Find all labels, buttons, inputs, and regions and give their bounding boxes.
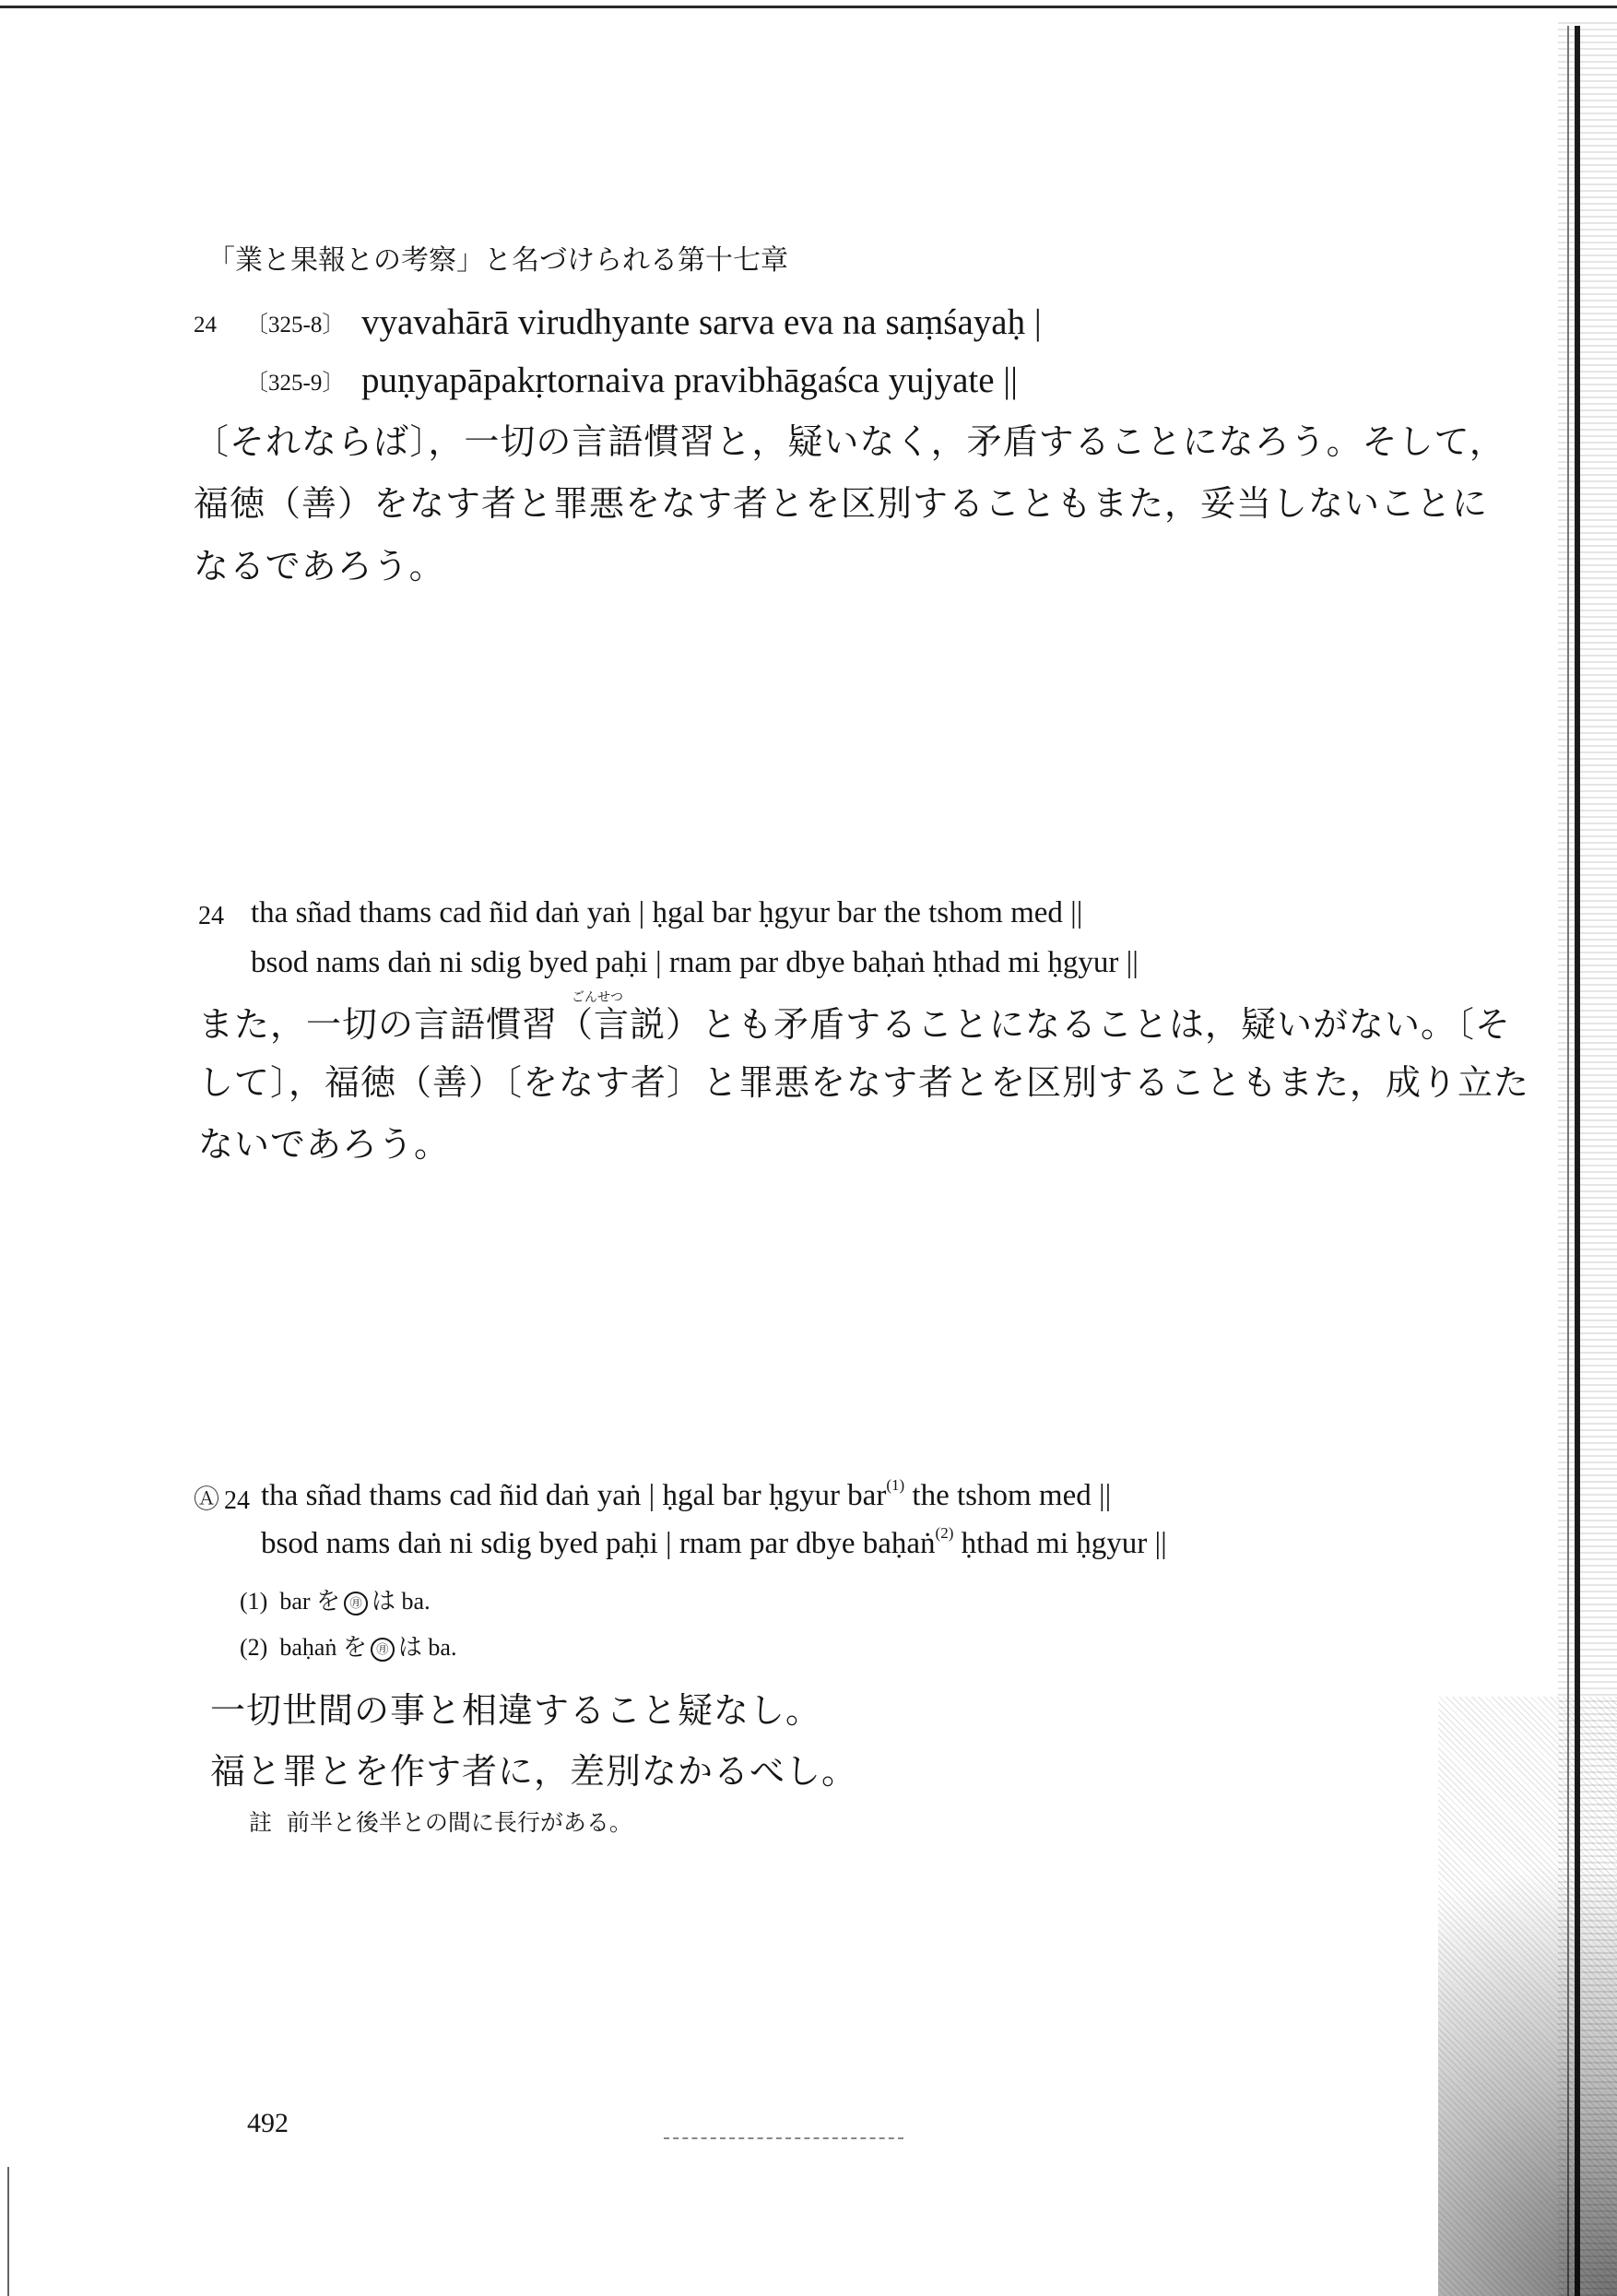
note-ref: (1) [886, 1476, 905, 1494]
ruby-gloss: ごんせつ [572, 990, 623, 1005]
tibetan-line: tha sñad thams cad ñid daṅ yaṅ | ḥgal bar ḥgyur bar$^{(1)}$ the tshom med || [261, 1476, 1112, 1512]
translation-line: また，一切の言語慣習（言説）とも矛盾することになることは，疑いがない。〔そ [198, 1004, 1512, 1045]
scan-edge-top [0, 6, 1617, 8]
verse-reference: 〔325-8〕 [245, 313, 346, 337]
classical-translation-line: 福と罪とを作す者に，差別なかるべし。 [210, 1751, 858, 1792]
tibetan-line: bsod nams daṅ ni sdig byed paḥi | rnam par dbye baḥaṅ ḥthad mi ḥgyur || [251, 946, 1139, 979]
scan-edge-left [7, 2167, 9, 2296]
verse-number: 24 [194, 313, 217, 337]
footnote-label: 註 [249, 1809, 273, 1836]
translation-line: 福徳（善）をなす者と罪悪をなす者とを区別することもまた，妥当しないことに [194, 483, 1489, 524]
verse-number: 24 [198, 902, 224, 930]
verse-reference: 〔325-9〕 [245, 371, 346, 396]
translation-line: なるであろう。 [194, 546, 445, 586]
edition-marker: Ⓐ [194, 1484, 220, 1514]
tibetan-line: tha sñad thams cad ñid daṅ yaṅ | ḥgal bar ḥgyur bar the tshom med || [251, 896, 1083, 929]
verse-number: 24 [224, 1486, 250, 1515]
ruby-base: 言説 [594, 1004, 667, 1045]
footnote: 註 前半と後半との間に長行がある。 [249, 1809, 632, 1836]
sanskrit-line: puṇyapāpakṛtornaiva pravibhāgaśca yujyate || [361, 361, 1018, 400]
sanskrit-line: vyavahārā virudhyante sarva eva na saṃśayaḥ | [361, 302, 1042, 342]
variant-note: (1) bar を ㊊ は ba. [240, 1588, 431, 1615]
translation-line: ないであろう。 [198, 1124, 451, 1165]
classical-translation-line: 一切世間の事と相違すること疑なし。 [210, 1690, 822, 1731]
note-ref: (2) [935, 1524, 954, 1542]
scan-dash-mark [664, 2137, 903, 2139]
edition-siglum: ㊊ [344, 1592, 368, 1615]
edition-siglum: ㊊ [371, 1638, 395, 1662]
translation-line: 〔それならば〕，一切の言語慣習と，疑いなく，矛盾することになろう。そして， [194, 421, 1505, 462]
scan-corner-shadow [1438, 1697, 1617, 2296]
tibetan-line: bsod nams daṅ ni sdig byed paḥi | rnam par dbye baḥaṅ$^{(2)}$ ḥthad mi ḥgyur || [261, 1524, 1167, 1560]
translation-line: して〕，福徳（善）〔をなす者〕と罪悪をなす者とを区別することもまた，成り立た [198, 1062, 1530, 1103]
variant-note: (2) baḥaṅ を ㊊ は ba. [240, 1634, 457, 1661]
page-number: 492 [247, 2108, 289, 2138]
chapter-heading: 「業と果報との考察」と名づけられる第十七章 [207, 244, 788, 277]
